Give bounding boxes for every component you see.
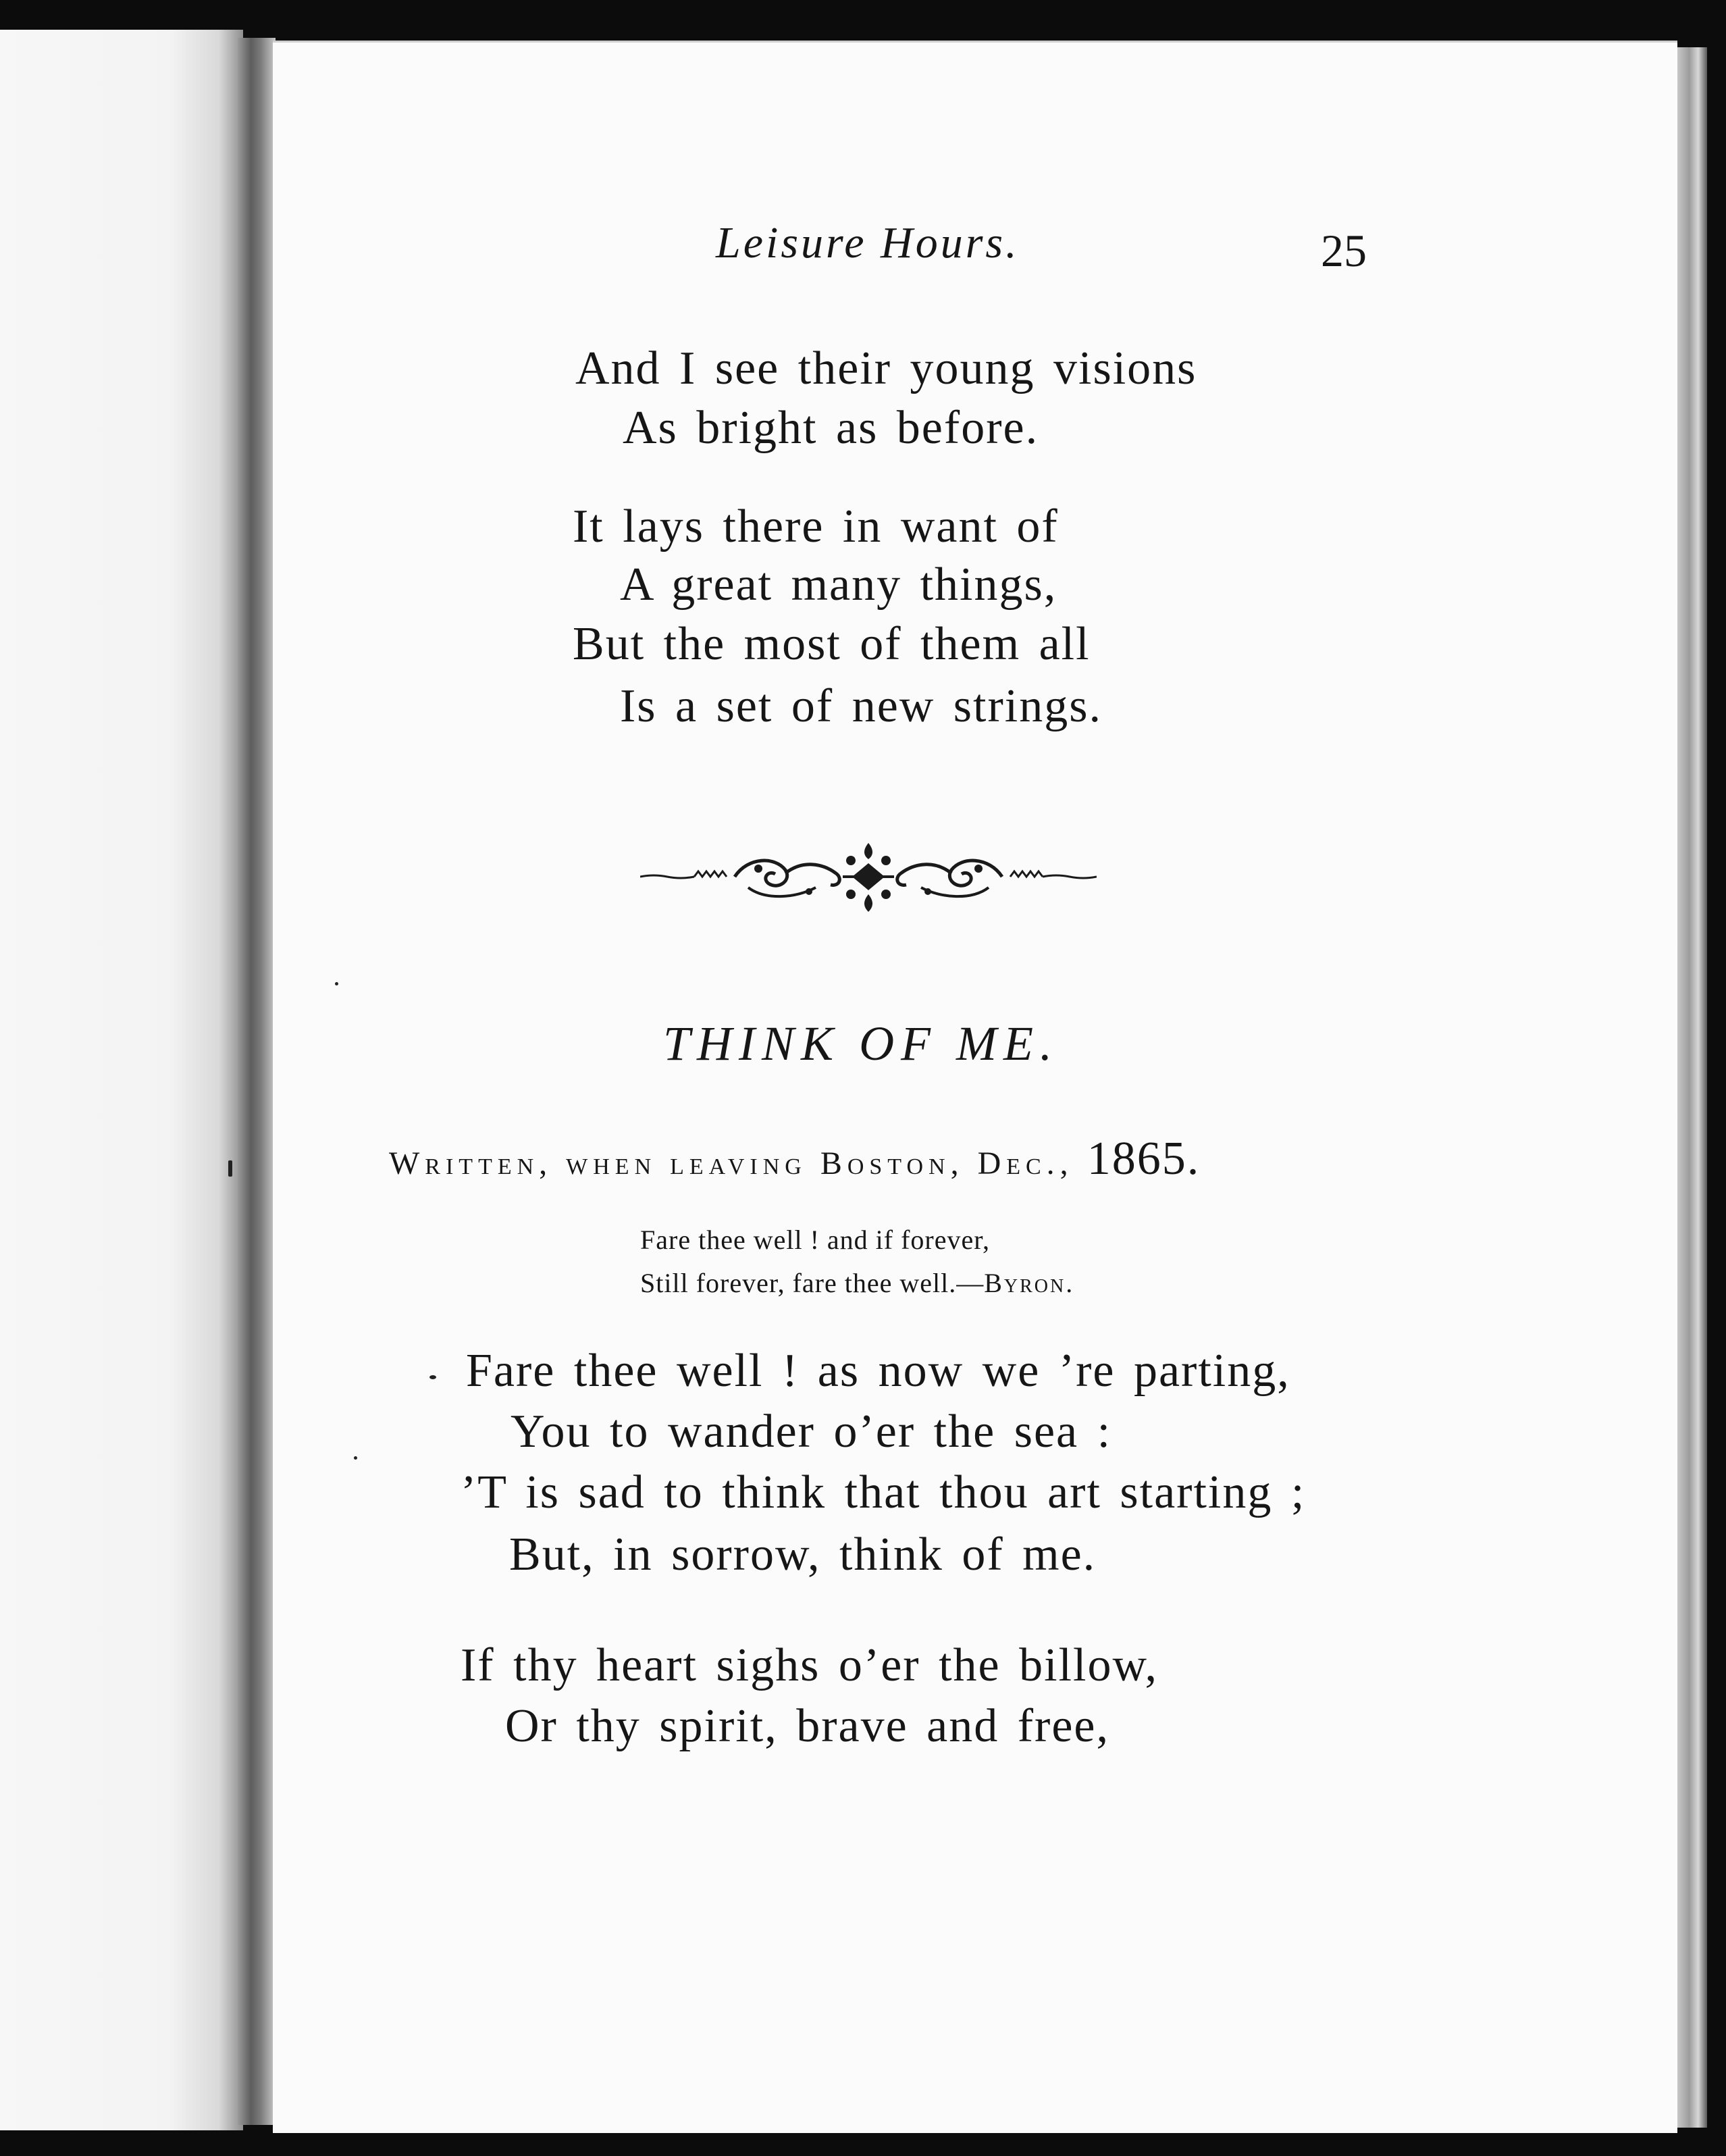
left-page — [0, 30, 243, 2130]
epigraph-text: Still forever, fare thee well.— — [640, 1268, 985, 1298]
page-edge-shadow — [1677, 47, 1707, 2128]
ornament-flourish — [640, 836, 1097, 917]
poem-line: It lays there in want of — [573, 500, 1059, 553]
poem-line: And I see their young visions — [575, 342, 1197, 394]
binding-gutter — [238, 38, 276, 2125]
epigraph-author: Byron. — [984, 1268, 1075, 1298]
poem-line: ’T is sad to think that thou art starting ; — [461, 1466, 1306, 1518]
poem-line: Is a set of new strings. — [620, 680, 1103, 732]
scan-speck — [354, 1456, 357, 1460]
poem-title: THINK OF ME. — [663, 1017, 1059, 1071]
epigraph-line: Fare thee well ! and if forever, — [640, 1225, 990, 1255]
poem-line: A great many things, — [620, 559, 1057, 611]
poem-line: But, in sorrow, think of me. — [509, 1529, 1097, 1581]
scan-speck — [429, 1375, 436, 1379]
poem-line: But the most of them all — [573, 618, 1091, 670]
poem-subtitle — [389, 1132, 1200, 1186]
page-number: 25 — [1321, 225, 1367, 276]
subtitle-text: Written, when leaving Boston, Dec., — [389, 1146, 1087, 1181]
subtitle-year: 1865. — [1087, 1133, 1201, 1185]
scan-speck — [335, 982, 338, 985]
poem-line: If thy heart sighs o’er the billow, — [461, 1639, 1158, 1691]
epigraph-line — [640, 1267, 1074, 1299]
poem-line: You to wander o’er the sea : — [511, 1406, 1112, 1458]
poem-line: Fare thee well ! as now we ’re parting, — [466, 1345, 1290, 1397]
poem-line: Or thy spirit, brave and free, — [505, 1700, 1109, 1752]
scan-speck — [228, 1160, 232, 1177]
running-head: Leisure Hours. — [716, 218, 1020, 267]
poem-line: As bright as before. — [623, 402, 1039, 454]
